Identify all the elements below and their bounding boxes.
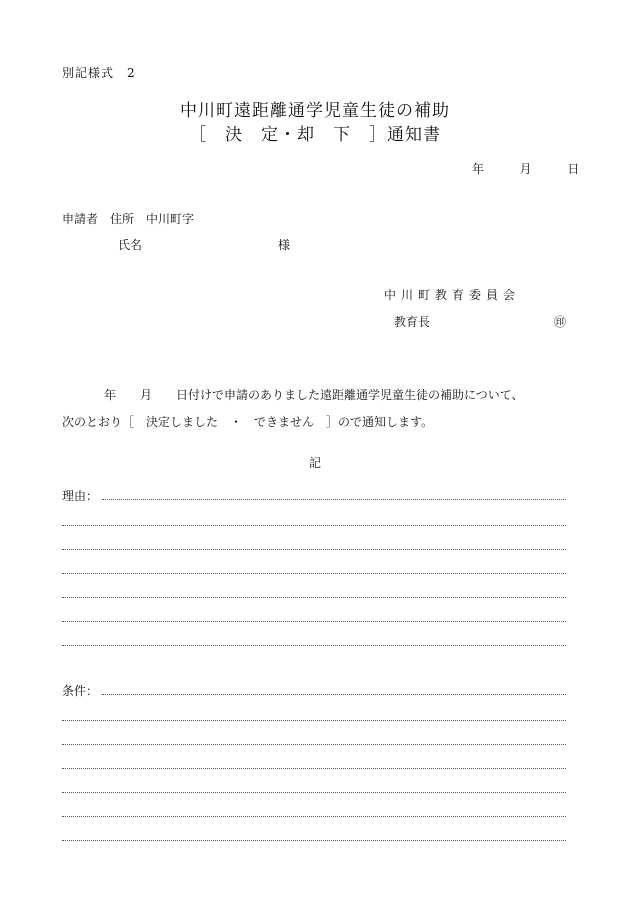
issuer-board: 中川町教育委員会 xyxy=(384,288,521,302)
reason-line[interactable] xyxy=(62,597,566,598)
reason-line[interactable] xyxy=(62,645,566,646)
conditions-line[interactable] xyxy=(62,720,566,721)
seal-mark: ㊞ xyxy=(554,315,567,329)
form-number: 別記様式 2 xyxy=(62,66,136,80)
reason-line[interactable] xyxy=(62,525,566,526)
conditions-line[interactable] xyxy=(62,768,566,769)
applicant-address: 申請者 住所 中川町字 xyxy=(62,212,195,226)
date-month: 月 xyxy=(519,162,532,176)
reason-line[interactable] xyxy=(62,573,566,574)
reason-label: 理由： xyxy=(62,489,99,503)
date-line xyxy=(472,160,579,177)
conditions-line[interactable] xyxy=(62,792,566,793)
conditions-line[interactable] xyxy=(62,816,566,817)
conditions-label: 条件： xyxy=(62,684,99,698)
reason-line[interactable] xyxy=(62,621,566,622)
reason-line[interactable] xyxy=(62,549,566,550)
date-year: 年 xyxy=(472,162,485,176)
body-text-line2: 次のとおり［ 決定しました ・ できません ］ので通知します。 xyxy=(62,415,434,429)
reason-line[interactable] xyxy=(102,499,566,500)
applicant-name-label: 氏名 xyxy=(118,238,143,252)
conditions-line[interactable] xyxy=(62,744,566,745)
body-text-line1: 年 月 日付けで申請のありました遠距離通学児童生徒の補助について、 xyxy=(104,388,524,402)
ki-heading: 記 xyxy=(308,456,321,470)
issuer-title: 教育長 xyxy=(394,315,431,329)
conditions-line[interactable] xyxy=(102,694,566,695)
honorific: 様 xyxy=(278,238,291,252)
conditions-line[interactable] xyxy=(62,840,566,841)
document-title-line2: ［ 決 定・却 下 ］通知書 xyxy=(189,125,441,145)
document-title-line1: 中川町遠距離通学児童生徒の補助 xyxy=(180,101,450,121)
date-day: 日 xyxy=(567,162,580,176)
